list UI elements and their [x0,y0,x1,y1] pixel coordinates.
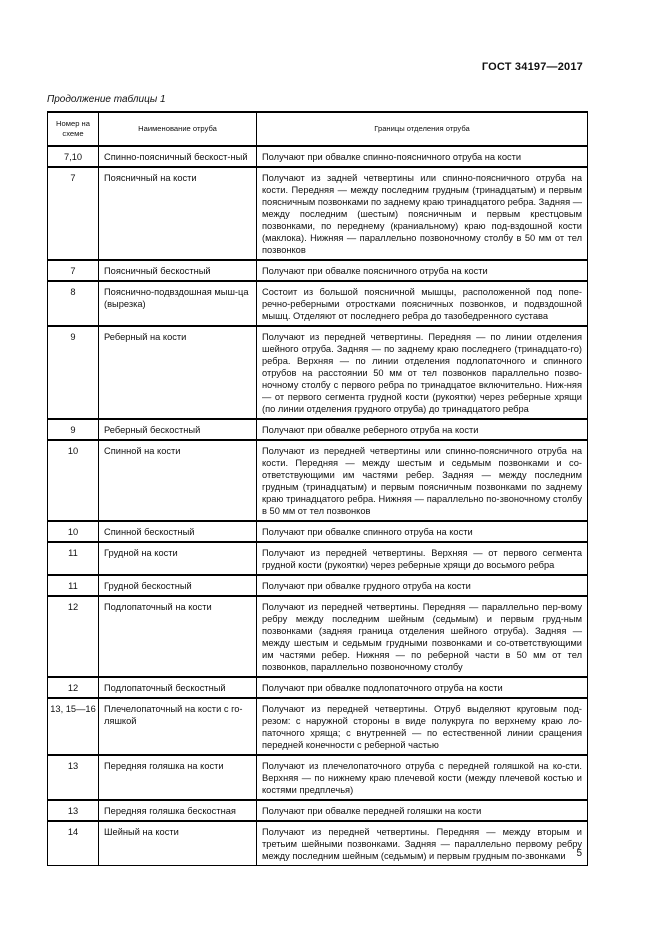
cell-boundaries: Получают из задней четвертины или спинно-поясничного отруба на кости. Передняя — между последним грудным (тринадцатым) и первым поясничным позвонками по заднему краю тринадцатого ребра. Задняя — между последним (шестым) поясничным и первым крестцовым позвонками, по переднему (краниальному) краю под-вздошной кости (маклока). Нижняя — параллельно позвоночному столбу в 50 мм от тел позвонков [257,167,588,260]
table-row [48,596,588,677]
cell-number: 9 [48,326,99,419]
cell-number: 8 [48,281,99,326]
cell-boundaries: Получают из передней четвертины или спинно-поясничного отруба на кости. Передняя — между шестым и седьмым позвонками и со-ответствующими им частями ребер. Задняя — между последним грудным (тринадцатым) и первым поясничным позвонками по заднему краю тринадцатого ребра. Нижняя — параллельно по-звоночному столбу в 50 мм от тел позвонков [257,440,588,521]
cell-number: 12 [48,677,99,698]
cell-number: 7 [48,260,99,281]
cell-boundaries: Получают из плечелопаточного отруба с передней голяшкой на ко-сти. Верхняя — по нижнему краю плечевой кости (между плечевой костью и костями предплечья) [257,755,588,800]
cell-boundaries: Получают из передней четвертины. Отруб выделяют круговым под-резом: с наружной стороны в виде полукруга по верхнему краю ло-паточного хряща; с внутренней — по естественной линии сращения передней конечности с реберной частью [257,698,588,755]
cell-cut-name: Передняя голяшка на кости [99,755,257,800]
cell-boundaries: Получают из передней четвертины. Передняя — параллельно пер-вому ребру между последним шейным (седьмым) и первым груд-ным позвонками (задняя граница отделения шейного отруба). Задняя — между шестым и седьмым грудными позвонками и со-ответствующими им частями ребер. Нижняя — по реберной части в 50 мм от тел позвонков, параллельно позвоночному столбу [257,596,588,677]
table-row [48,575,588,596]
cell-boundaries: Получают из передней четвертины. Передняя — между вторым и третьим шейными позвонками. Задняя — параллельно первому ребру между последним шейным (седьмым) и первым грудным по-звонками [257,821,588,866]
table-row [48,419,588,440]
cell-boundaries: Получают при обвалке передней голяшки на кости [257,800,588,821]
column-header-boundaries: Границы отделения отруба [257,112,588,146]
table-row [48,677,588,698]
cell-boundaries: Получают при обвалке реберного отруба на кости [257,419,588,440]
cell-cut-name: Реберный на кости [99,326,257,419]
cell-cut-name: Реберный бескостный [99,419,257,440]
table-row [48,521,588,542]
table-row [48,698,588,755]
cell-cut-name: Поясничный на кости [99,167,257,260]
cell-cut-name: Спинной на кости [99,440,257,521]
table-caption: Продолжение таблицы 1 [47,94,166,105]
table-header-row [48,112,588,146]
page-number: 5 [576,848,582,859]
cell-boundaries: Получают из передней четвертины. Передняя — по линии отделения шейного отруба. Задняя — по заднему краю последнего (тринадцато-го) ребра. Верхняя — по линии отделения подлопаточного и спинного отрубов на расстоянии 50 мм от тел позвонков параллельно позво-ночному столбу с первого ребра по тринадцатое включительно. Ниж-няя — от первого сегмента грудной кости (рукоятки) через реберные хрящи (по линии отделения грудного отруба) до тринадцатого ребра [257,326,588,419]
cell-cut-name: Пояснично-подвздошная мыш-ца (вырезка) [99,281,257,326]
table-row [48,146,588,167]
table-row [48,542,588,575]
cell-boundaries: Получают при обвалке подлопаточного отруба на кости [257,677,588,698]
table-row [48,800,588,821]
table-row [48,440,588,521]
table-row [48,755,588,800]
cell-boundaries: Получают при обвалке грудного отруба на кости [257,575,588,596]
standard-number: ГОСТ 34197—2017 [481,61,583,73]
column-header-number: Номер на схеме [48,112,99,146]
cell-number: 13 [48,800,99,821]
column-header-name: Наименование отруба [99,112,257,146]
table-row [48,281,588,326]
cell-boundaries: Получают при обвалке поясничного отруба на кости [257,260,588,281]
cell-boundaries: Получают при обвалке спинного отруба на кости [257,521,588,542]
cell-number: 13 [48,755,99,800]
cell-boundaries: Состоит из большой поясничной мышцы, расположенной под попе-речно-реберными отростками поясничных позвонков, и подвздошной мышц. Отделяют от последнего ребра до тазобедренного сустава [257,281,588,326]
cell-cut-name: Подлопаточный на кости [99,596,257,677]
cell-cut-name: Поясничный бескостный [99,260,257,281]
cell-cut-name: Спинно-поясничный бескост-ный [99,146,257,167]
table-row [48,167,588,260]
cell-cut-name: Грудной на кости [99,542,257,575]
cell-number: 10 [48,440,99,521]
cell-number: 9 [48,419,99,440]
cell-boundaries: Получают из передней четвертины. Верхняя — от первого сегмента грудной кости (рукоятки) через реберные хрящи до восьмого ребра [257,542,588,575]
table-row [48,260,588,281]
cell-boundaries: Получают при обвалке спинно-поясничного отруба на кости [257,146,588,167]
cell-cut-name: Подлопаточный бескостный [99,677,257,698]
cell-cut-name: Шейный на кости [99,821,257,866]
cell-number: 11 [48,542,99,575]
cell-cut-name: Грудной бескостный [99,575,257,596]
cell-cut-name: Спинной бескостный [99,521,257,542]
cell-cut-name: Плечелопаточный на кости с го-ляшкой [99,698,257,755]
cell-number: 11 [48,575,99,596]
table-row [48,326,588,419]
table-row [48,821,588,866]
cell-number: 7,10 [48,146,99,167]
cell-number: 7 [48,167,99,260]
cell-number: 14 [48,821,99,866]
cell-number: 12 [48,596,99,677]
cell-number: 13, 15—16 [48,698,99,755]
cell-number: 10 [48,521,99,542]
cuts-table [47,111,588,866]
cell-cut-name: Передняя голяшка бескостная [99,800,257,821]
